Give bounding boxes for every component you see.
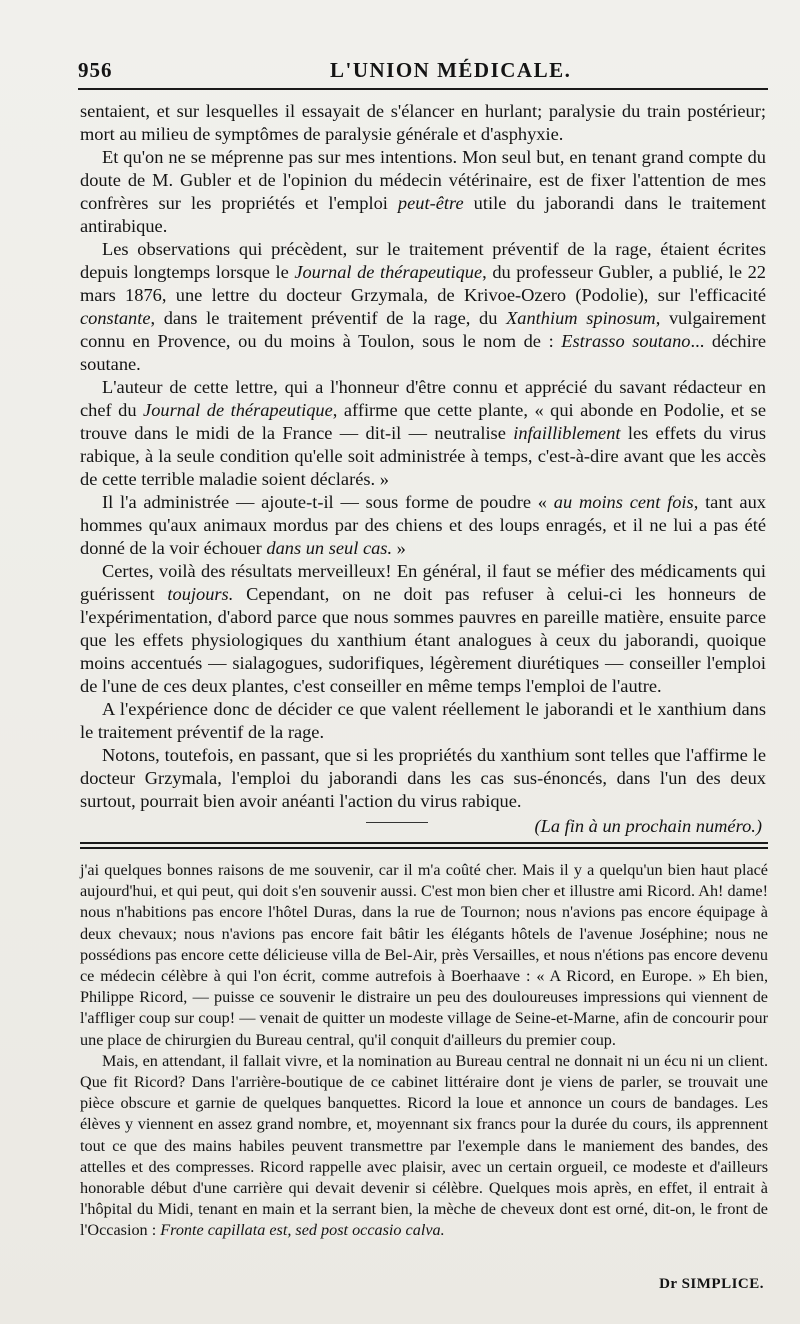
italic-text-segment: Journal de thérapeutique [294,262,483,282]
text-segment: , affirme que cette plante, « qui abonde en Podolie, et se trouve dans le midi de la France — dit-il — neutralise [80,400,766,443]
text-segment: L'auteur de cette lettre, qui a l'honneur d'être connu et apprécié du savant rédacteur en chef du [80,377,766,420]
text-segment: sentaient, et sur lesquelles il essayait de s'élancer en hurlant; paralysie du train postérieur; mort au milieu de symptômes de paralysie générale et d'asphyxie. [80,101,766,144]
article-paragraph [80,491,766,560]
article-paragraph [80,560,766,698]
running-title: L'UNION MÉDICALE. [330,58,572,82]
feuilleton-paragraph [80,860,768,1051]
italic-text-segment: Fronte capillata est, sed post occasio calva. [160,1221,445,1240]
text-segment: , vulgairement connu en Provence, ou du moins à Toulon, sous le nom de : [80,308,766,351]
italic-text-segment: Xanthium spinosum [506,308,656,328]
text-segment: Et qu'on ne se méprenne pas sur mes intentions. Mon seul but, en tenant grand compte du doute de M. Gubler et de l'opinion du médecin vétérinaire, est de fixer l'attention de mes confrères sur les propriétés et l'emploi [80,147,766,213]
text-segment: A l'expérience donc de décider ce que valent réellement le jaborandi et le xanthium dans le traitement préventif de la rage. [80,699,766,742]
text-segment: ... déchire soutane. [80,331,767,374]
text-segment: les effets du virus rabique, à la seule condition qu'elle soit administrée à temps, c'est-à-dire avant que les accès de cette terrible maladie soient déclarés. » [80,423,767,489]
text-segment: Certes, voilà des résultats merveilleux! En général, il faut se méfier des médicaments qui guérissent [80,561,766,604]
text-segment: , dans le traitement préventif de la rage, du [150,308,507,328]
italic-text-segment: au moins cent fois [553,492,694,512]
text-segment: » [392,538,406,558]
feuilleton-divider [80,842,768,849]
text-segment: Il l'a administrée — ajoute-t-il — sous forme de poudre « [102,492,554,512]
text-segment: Les observations qui précèdent, sur le traitement préventif de la rage, étaient écrites depuis longtemps lorsque le [80,239,766,282]
text-segment: Notons, toutefois, en passant, que si les propriétés du xanthium sont telles que l'affirme le docteur Grzymala, l'emploi du jaborandi dans les cas sus-énoncés, dans l'un des deux surtout, pourrait bien avoir anéanti l'action du virus rabique. [80,745,766,811]
short-divider [366,822,428,823]
feuilleton-body [80,860,768,1242]
italic-text-segment: peut-être [397,193,464,213]
italic-text-segment: dans un seul cas. [266,538,393,558]
text-segment: Mais, en attendant, il fallait vivre, et la nomination au Bureau central ne donnait ni un écu ni un client. Que fit Ricord? Dans l'arrière-boutique de ce cabinet littéraire dont je viens de parler, se trouvait une pièce obscure et garnie de quelques banquettes. Ricord la loue et annonce un cours de bandages. Les élèves y viennent en assez grand nombre, et, moyennant six francs pour la durée du cours, ils apprennent tout ce que des mains habiles peuvent transmettre par l'exemple dans le maniement des bandes, des attelles et des compresses. Ricord rappelle avec plaisir, avec un certain orgueil, ce modeste et d'ailleurs honorable début d'une carrière qui devait devenir si célèbre. Quelques mois après, en effet, il entrait à l'hôpital du Midi, tenant en main et la serrant bien, la mèche de cheveux dont est orné, dit-on, le front de l'Occasion : [80,1051,768,1240]
italic-text-segment: Journal de thérapeutique [143,400,333,420]
feuilleton-paragraph [80,1051,768,1242]
text-segment: , du professeur Gubler, a publié, le 22 mars 1876, une lettre du docteur Grzymala, de Krivoe-Ozero (Podolie), sur l'efficacité [80,262,766,305]
article-paragraph [80,376,766,491]
continuation-note: (La fin à un prochain numéro.) [534,816,762,836]
page-header [78,48,768,90]
text-segment: Cependant, on ne doit pas refuser à celui-ci les honneurs de l'expérimentation, d'abord parce que nous sommes pauvres en pareille matière, ensuite parce que les effets physiologiques du xanthium étant analogues à ceux du jaborandi, quoique moins accentués — sialagogues, sudorifiques, légèrement diurétiques — conseiller l'emploi de l'une de ces deux plantes, c'est conseiller en même temps l'emploi de l'autre. [80,584,766,696]
article-body [80,100,766,838]
text-segment: j'ai quelques bonnes raisons de me souvenir, car il m'a coûté cher. Mais il y a quelqu'un bien haut placé aujourd'hui, et qui peut, qui doit s'en souvenir aussi. C'est mon bien cher et illustre ami Ricord. Ah! dame! nous n'habitions pas encore l'hôtel Duras, dans la rue de Tournon; nous n'avions pas encore équipage à deux chevaux; nous n'avions pas encore fait bâtir les élégants hôtels de l'avenue Joséphine; nous ne possédions pas encore cette délicieuse villa de Bel-Air, près Versailles, et nous n'étions pas encore devenu ce médecin célèbre à qui l'on écrit, comme autrefois à Boerhaave : « A Ricord, en Europe. » Eh bien, Philippe Ricord, — puisse ce souvenir le distraire un peu des douloureuses impressions qui viennent de l'affliger coup sur coup! — venait de quitter un modeste village de Seine-et-Marne, afin de concourir pour une place de chirurgien du Bureau central, qu'il conquit d'ailleurs du premier coup. [80,861,768,1049]
article-paragraph [80,100,766,146]
article-paragraph [80,146,766,238]
italic-text-segment: constante [80,308,151,328]
page-number: 956 [78,58,113,82]
author-signature: Dr SIMPLICE. [659,1276,764,1292]
article-paragraph [80,238,766,376]
italic-text-segment: Estrasso soutano [561,331,691,351]
text-segment: utile du jaborandi dans le traitement antirabique. [80,193,766,236]
text-segment: , tant aux hommes qu'aux animaux mordus par des chiens et des loups enragés, et il ne lui a pas été donné de la voir échouer [80,492,766,558]
article-paragraph [80,744,766,813]
italic-text-segment: toujours. [167,584,234,604]
italic-text-segment: infailliblement [513,423,621,443]
article-paragraph [80,698,766,744]
